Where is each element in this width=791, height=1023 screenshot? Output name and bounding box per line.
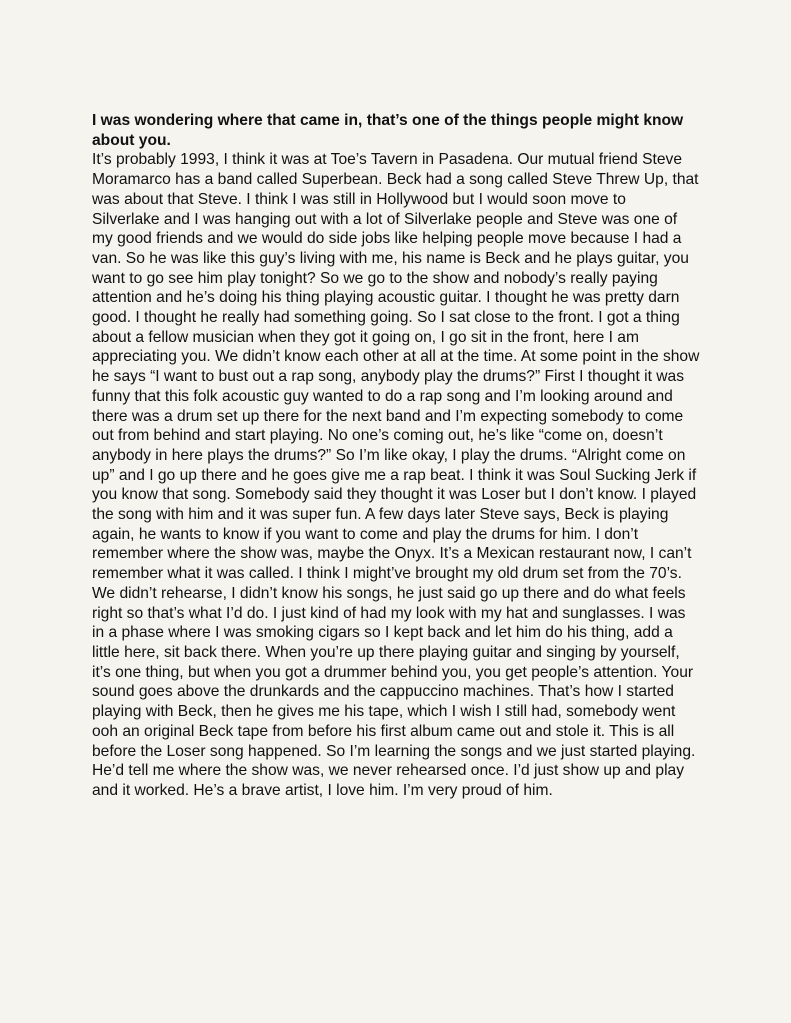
answer-line: anybody in here plays the drums?” So I’m like okay, I play the drums. “Alright come on [92,446,686,464]
interview-answer [92,150,706,800]
answer-line: my good friends and we would do side jobs like helping people move because I had a [92,230,682,248]
answer-line: He’d tell me where the show was, we never rehearsed once. I’d just show up and play [92,762,685,780]
answer-line: remember what it was called. I think I might’ve brought my old drum set from the 70’s. [92,565,682,583]
answer-line: little here, sit back there. When you’re up there playing guitar and singing by yourself, [92,643,680,661]
answer-line: remember where the show was, maybe the Onyx. It’s a Mexican restaurant now, I can’t [92,545,692,563]
answer-line: good. I thought he really had something going. So I sat close to the front. I got a thing [92,309,680,327]
answer-line: in a phase where I was smoking cigars so I kept back and let him do his thing, add a [92,624,673,642]
answer-line: funny that this folk acoustic guy wanted to do a rap song and I’m looking around and [92,387,673,405]
answer-line: We didn’t rehearse, I didn’t know his songs, he just said go up there and do what feels [92,584,686,602]
answer-line: was about that Steve. I think I was still in Hollywood but I would soon move to [92,190,626,208]
answer-line: the song with him and it was super fun. A few days later Steve says, Beck is playing [92,506,669,524]
answer-line: about a fellow musician when they got it going on, I go sit in the front, here I am [92,328,639,346]
answer-line: appreciating you. We didn’t know each other at all at the time. At some point in the show [92,348,700,366]
answer-line: want to go see him play tonight? So we go to the show and nobody’s really paying [92,269,658,287]
answer-line: right so that’s what I’d do. I just kind of had my look with my hat and sunglasses. I was [92,604,686,622]
answer-line: there was a drum set up there for the next band and I’m expecting somebody to come [92,407,684,425]
answer-line: It’s probably 1993, I think it was at Toe’s Tavern in Pasadena. Our mutual friend Steve [92,151,683,169]
answer-line: playing with Beck, then he gives me his tape, which I wish I still had, somebody went [92,703,676,721]
answer-line: sound goes above the drunkards and the cappuccino machines. That’s how I started [92,683,674,701]
answer-line: again, he wants to know if you want to come and play the drums for him. I don’t [92,525,639,543]
answer-line: you know that song. Somebody said they thought it was Loser but I don’t know. I played [92,486,697,504]
answer-line: up” and I go up there and he goes give me a rap beat. I think it was Soul Sucking Jerk if [92,466,697,484]
answer-line: Moramarco has a band called Superbean. Beck had a song called Steve Threw Up, that [92,171,699,189]
answer-line: attention and he’s doing his thing playing acoustic guitar. I thought he was pretty darn [92,289,680,307]
answer-line: he says “I want to bust out a rap song, anybody play the drums?” First I thought it was [92,368,684,386]
interview-question: I was wondering where that came in, that’s one of the things people might know about you. [92,112,684,149]
interview-text [92,111,706,801]
answer-line: it’s one thing, but when you got a drummer behind you, you get people’s attention. Your [92,663,694,681]
answer-line: before the Loser song happened. So I’m learning the songs and we just started playing. [92,742,696,760]
answer-line: ooh an original Beck tape from before his first album came out and stole it. This is all [92,722,675,740]
answer-line: van. So he was like this guy’s living with me, his name is Beck and he plays guitar, you [92,249,689,267]
answer-line: Silverlake and I was hanging out with a lot of Silverlake people and Steve was one of [92,210,678,228]
answer-line: and it worked. He’s a brave artist, I love him. I’m very proud of him. [92,781,553,799]
answer-line: out from behind and start playing. No one’s coming out, he’s like “come on, doesn’t [92,427,663,445]
